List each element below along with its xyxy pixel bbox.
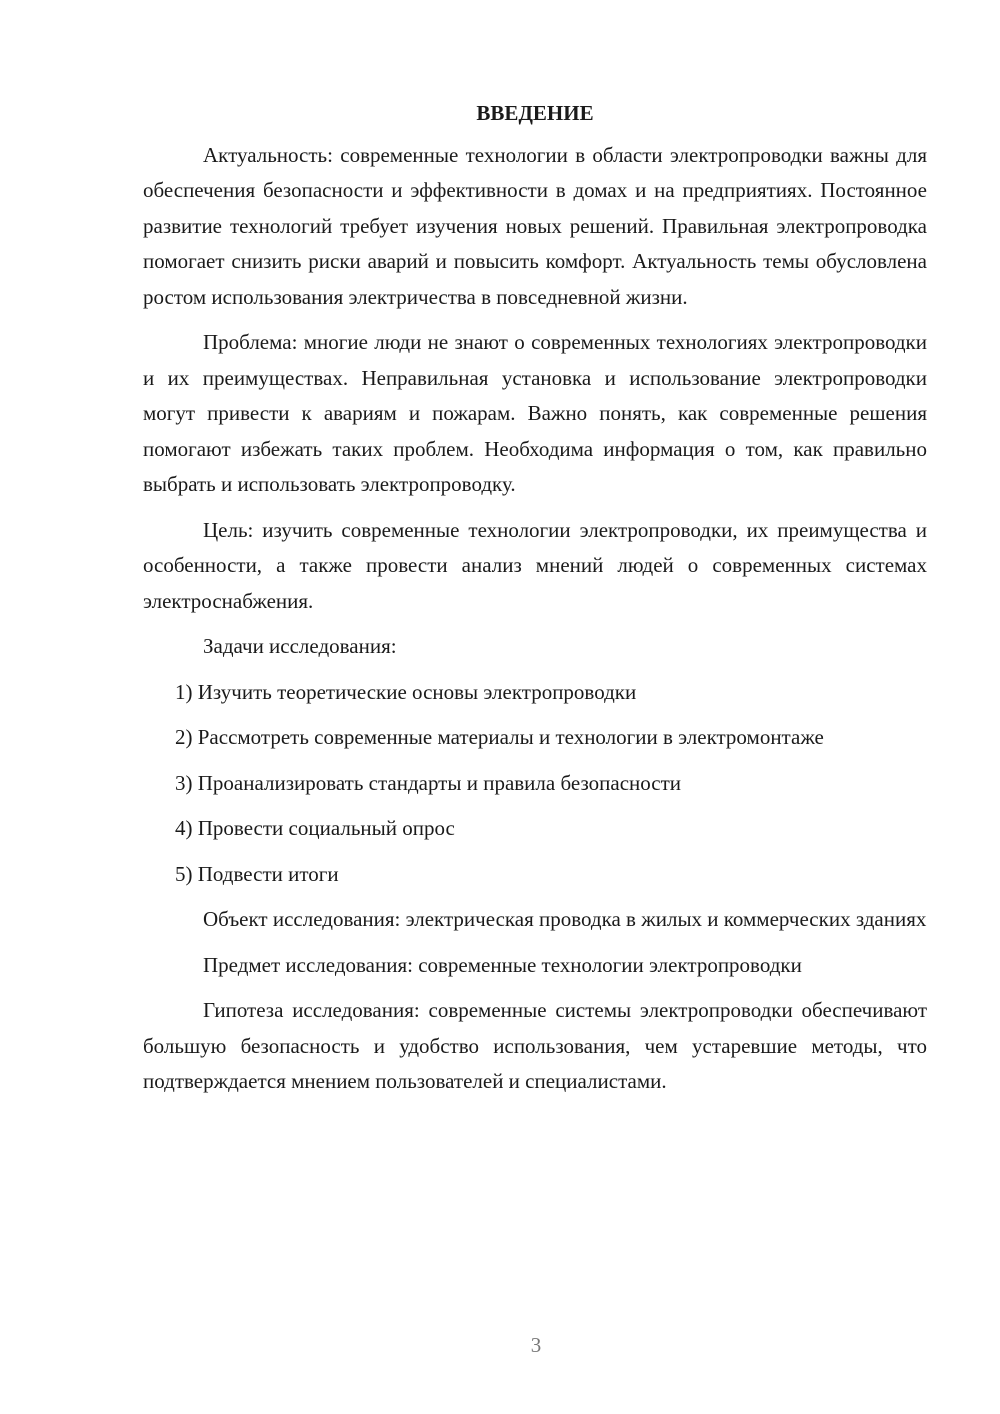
goal-paragraph: Цель: изучить современные технологии электропроводки, их преимущества и особенности, а также провести анализ мнений людей о современных системах электроснабжения.	[143, 517, 927, 613]
hypothesis-paragraph: Гипотеза исследования: современные системы электропроводки обеспечивают большую безопасность и удобство использования, чем устаревшие методы, что подтверждается мнением пользователей и специалистами.	[143, 998, 927, 1093]
task-item-3: 3) Проанализировать стандарты и правила безопасности	[175, 770, 682, 795]
task-item-1: 1) Изучить теоретические основы электропроводки	[175, 679, 637, 704]
page-number: 3	[530, 1333, 542, 1357]
task-item-5: 5) Подвести итоги	[175, 861, 339, 886]
task-item-4: 4) Провести социальный опрос	[175, 816, 455, 840]
object-paragraph: Объект исследования: электрическая проводка в жилых и коммерческих зданиях	[203, 907, 927, 931]
relevance-paragraph: Актуальность: современные технологии в области электропроводки важны для обеспечения безопасности и эффективности в домах и на предприятиях. Постоянное развитие технологий требует изучения новых решений. Правильная электропроводка помогает снизить риски аварий и повысить комфорт. Актуальность темы обусловлена ростом использования электричества в повседневной жизни.	[143, 142, 927, 309]
task-item-2: 2) Рассмотреть современные материалы и технологии в электромонтаже	[175, 725, 824, 749]
subject-paragraph: Предмет исследования: современные технологии электропроводки	[203, 952, 802, 977]
tasks-heading: Задачи исследования:	[203, 634, 397, 658]
document-body	[143, 96, 927, 1110]
section-title: ВВЕДЕНИЕ	[476, 101, 594, 125]
problem-paragraph: Проблема: многие люди не знают о современных технологиях электропроводки и их преимуществах. Неправильная установка и использование электропроводки могут привести к авариям и пожарам. Важно понять, как современные решения помогают избежать таких проблем. Необходима информация о том, как правильно выбрать и использовать электропроводку.	[143, 330, 927, 496]
